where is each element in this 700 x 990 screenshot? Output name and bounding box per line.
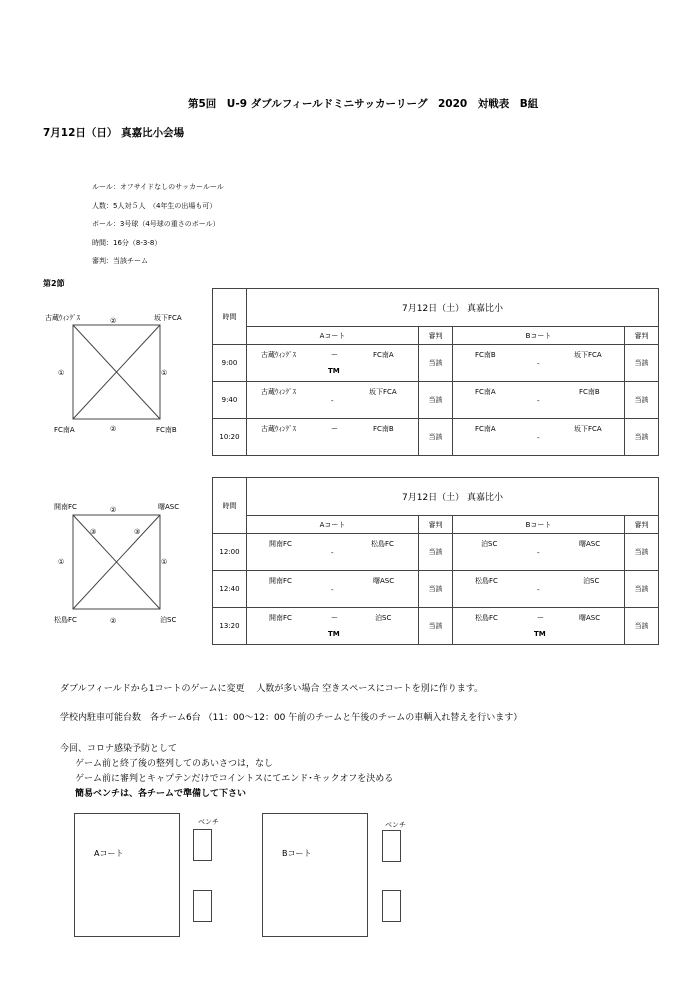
time-cell: 12:00 — [213, 534, 247, 571]
team-top-right: 坂下FCA — [154, 314, 182, 322]
team-top-right: 曙ASC — [158, 503, 180, 511]
away-team: 坂下FCA — [574, 425, 602, 433]
referee-cell: 当該 — [625, 571, 659, 608]
table-row — [213, 382, 659, 419]
court-a-match — [247, 345, 419, 382]
vs-dash: ー — [331, 614, 338, 622]
note-covid-coin-toss: ゲーム前に審判とキャプテンだけでコイントスにてエンド･キックオフを決める — [75, 774, 394, 784]
home-team: 松島FC — [475, 577, 498, 585]
team-bottom-right: 泊SC — [160, 616, 177, 624]
referee-header: 審判 — [625, 327, 659, 345]
home-team: FC南A — [475, 425, 496, 433]
page-title: 第5回 U-9 ダブルフィールドミニサッカーリーグ 2020 対戦表 B組 — [188, 98, 539, 110]
vs-dash: ー — [537, 614, 544, 622]
schedule-table-2 — [212, 477, 659, 645]
home-team: 古蔵ｳｨﾝｸﾞｽ — [261, 388, 296, 396]
court-a-match — [247, 534, 419, 571]
rule-line: 審判：当該チーム — [92, 257, 148, 265]
court-b-label: Bコート — [282, 849, 312, 858]
court-a-match — [247, 571, 419, 608]
away-team: 松島FC — [371, 540, 394, 548]
team-top-left: 古蔵ｳｨﾝｸﾞｽ — [45, 314, 80, 322]
vs-dash: - — [331, 586, 334, 594]
vs-dash: - — [537, 360, 540, 368]
note-covid-intro: 今回、コロナ感染予防として — [60, 744, 178, 754]
table-row — [213, 345, 659, 382]
vs-dash: - — [537, 586, 540, 594]
away-team: 坂下FCA — [574, 351, 602, 359]
bench-b-box-bottom — [382, 890, 401, 922]
court-a-header: Aコート — [247, 327, 419, 345]
edge-label-right: ① — [161, 558, 168, 566]
table-row — [213, 571, 659, 608]
inner-label-right: ③ — [134, 528, 141, 536]
referee-cell: 当該 — [625, 382, 659, 419]
referee-header: 審判 — [419, 516, 453, 534]
rule-line: ルール：オフサイドなしのサッカールール — [92, 183, 224, 191]
note-bench: 簡易ベンチは、各チームで準備して下さい — [75, 789, 247, 799]
referee-cell: 当該 — [625, 534, 659, 571]
section-label: 第2節 — [43, 279, 65, 288]
bench-a-box-bottom — [193, 890, 212, 922]
match-note: TM — [328, 630, 340, 638]
home-team: FC南A — [475, 388, 496, 396]
referee-cell: 当該 — [419, 571, 453, 608]
court-a-match — [247, 382, 419, 419]
schedule-table-1 — [212, 288, 659, 456]
court-b-match — [453, 608, 625, 645]
referee-header: 審判 — [625, 516, 659, 534]
table-row — [213, 608, 659, 645]
referee-cell: 当該 — [419, 345, 453, 382]
home-team: 開南FC — [269, 577, 292, 585]
away-team: 泊SC — [375, 614, 392, 622]
team-top-left: 開南FC — [54, 503, 77, 511]
court-a-header: Aコート — [247, 516, 419, 534]
venue-heading: 7月12日（日） 真嘉比小会場 — [43, 127, 185, 139]
vs-dash: - — [537, 397, 540, 405]
away-team: FC南A — [373, 351, 394, 359]
team-bottom-right: FC南B — [156, 426, 177, 434]
home-team: 泊SC — [481, 540, 498, 548]
court-a-match — [247, 608, 419, 645]
home-team: 開南FC — [269, 540, 292, 548]
team-bottom-left: FC南A — [54, 426, 75, 434]
referee-cell: 当該 — [625, 419, 659, 456]
edge-label-bottom: ② — [110, 617, 117, 625]
rule-line: 人数：5人対５人 （4年生の出場も可） — [92, 202, 217, 210]
away-team: FC南B — [579, 388, 600, 396]
bench-b-box-top — [382, 830, 401, 862]
court-a-box — [74, 813, 180, 937]
time-cell: 13:20 — [213, 608, 247, 645]
court-b-box — [262, 813, 368, 937]
edge-label-left: ① — [58, 558, 65, 566]
vs-dash: - — [331, 397, 334, 405]
home-team: FC南B — [475, 351, 496, 359]
referee-header: 審判 — [419, 327, 453, 345]
rule-line: ボール：3号球（4号球の重さのボール） — [92, 220, 220, 228]
referee-cell: 当該 — [419, 608, 453, 645]
note-covid-greeting: ゲーム前と終了後の整列してのあいさつは，なし — [75, 759, 274, 769]
vs-dash: ー — [331, 351, 338, 359]
court-b-match — [453, 345, 625, 382]
edge-label-left: ① — [58, 369, 65, 377]
time-cell: 9:40 — [213, 382, 247, 419]
vs-dash: - — [331, 549, 334, 557]
bench-b-label: ベンチ — [385, 821, 406, 829]
court-b-match — [453, 534, 625, 571]
team-bottom-left: 松島FC — [54, 616, 77, 624]
edge-label-top: ② — [110, 317, 117, 325]
time-cell: 12:40 — [213, 571, 247, 608]
referee-cell: 当該 — [625, 345, 659, 382]
table-row — [213, 534, 659, 571]
away-team: 曙ASC — [373, 577, 395, 585]
referee-cell: 当該 — [625, 608, 659, 645]
match-note: TM — [534, 630, 546, 638]
edge-label-right: ① — [161, 369, 168, 377]
home-team: 松島FC — [475, 614, 498, 622]
note-parking: 学校内駐車可能台数 各チーム6台 （11：00～12：00 午前のチームと午後のチームの車輌入れ替えを行います） — [60, 713, 523, 723]
home-team: 開南FC — [269, 614, 292, 622]
home-team: 古蔵ｳｨﾝｸﾞｽ — [261, 425, 296, 433]
court-a-label: Aコート — [94, 849, 124, 858]
bench-a-label: ベンチ — [198, 818, 219, 826]
date-header: 7月12日（土） 真嘉比小 — [247, 289, 659, 327]
note-format-change: ダブルフィールドから1コートのゲームに変更 人数が多い場合 空きスペースにコートを別に作ります。 — [60, 684, 484, 694]
inner-label-left: ③ — [90, 528, 97, 536]
time-header: 時間 — [213, 289, 247, 345]
referee-cell: 当該 — [419, 534, 453, 571]
referee-cell: 当該 — [419, 419, 453, 456]
vs-dash: - — [537, 434, 540, 442]
court-b-match — [453, 571, 625, 608]
time-cell: 10:20 — [213, 419, 247, 456]
edge-label-bottom: ② — [110, 425, 117, 433]
time-header: 時間 — [213, 478, 247, 534]
table-row — [213, 419, 659, 456]
match-note: TM — [328, 367, 340, 375]
court-b-match — [453, 382, 625, 419]
time-cell: 9:00 — [213, 345, 247, 382]
vs-dash: ー — [331, 425, 338, 433]
court-a-match — [247, 419, 419, 456]
home-team: 古蔵ｳｨﾝｸﾞｽ — [261, 351, 296, 359]
away-team: FC南B — [373, 425, 394, 433]
edge-label-top: ② — [110, 506, 117, 514]
away-team: 泊SC — [583, 577, 600, 585]
court-b-header: Bコート — [453, 516, 625, 534]
rule-line: 時間：16分（8-3-8） — [92, 239, 162, 247]
court-b-match — [453, 419, 625, 456]
court-b-header: Bコート — [453, 327, 625, 345]
away-team: 曙ASC — [579, 614, 601, 622]
bench-a-box-top — [193, 829, 212, 861]
referee-cell: 当該 — [419, 382, 453, 419]
date-header: 7月12日（土） 真嘉比小 — [247, 478, 659, 516]
vs-dash: - — [537, 549, 540, 557]
away-team: 坂下FCA — [369, 388, 397, 396]
away-team: 曙ASC — [579, 540, 601, 548]
